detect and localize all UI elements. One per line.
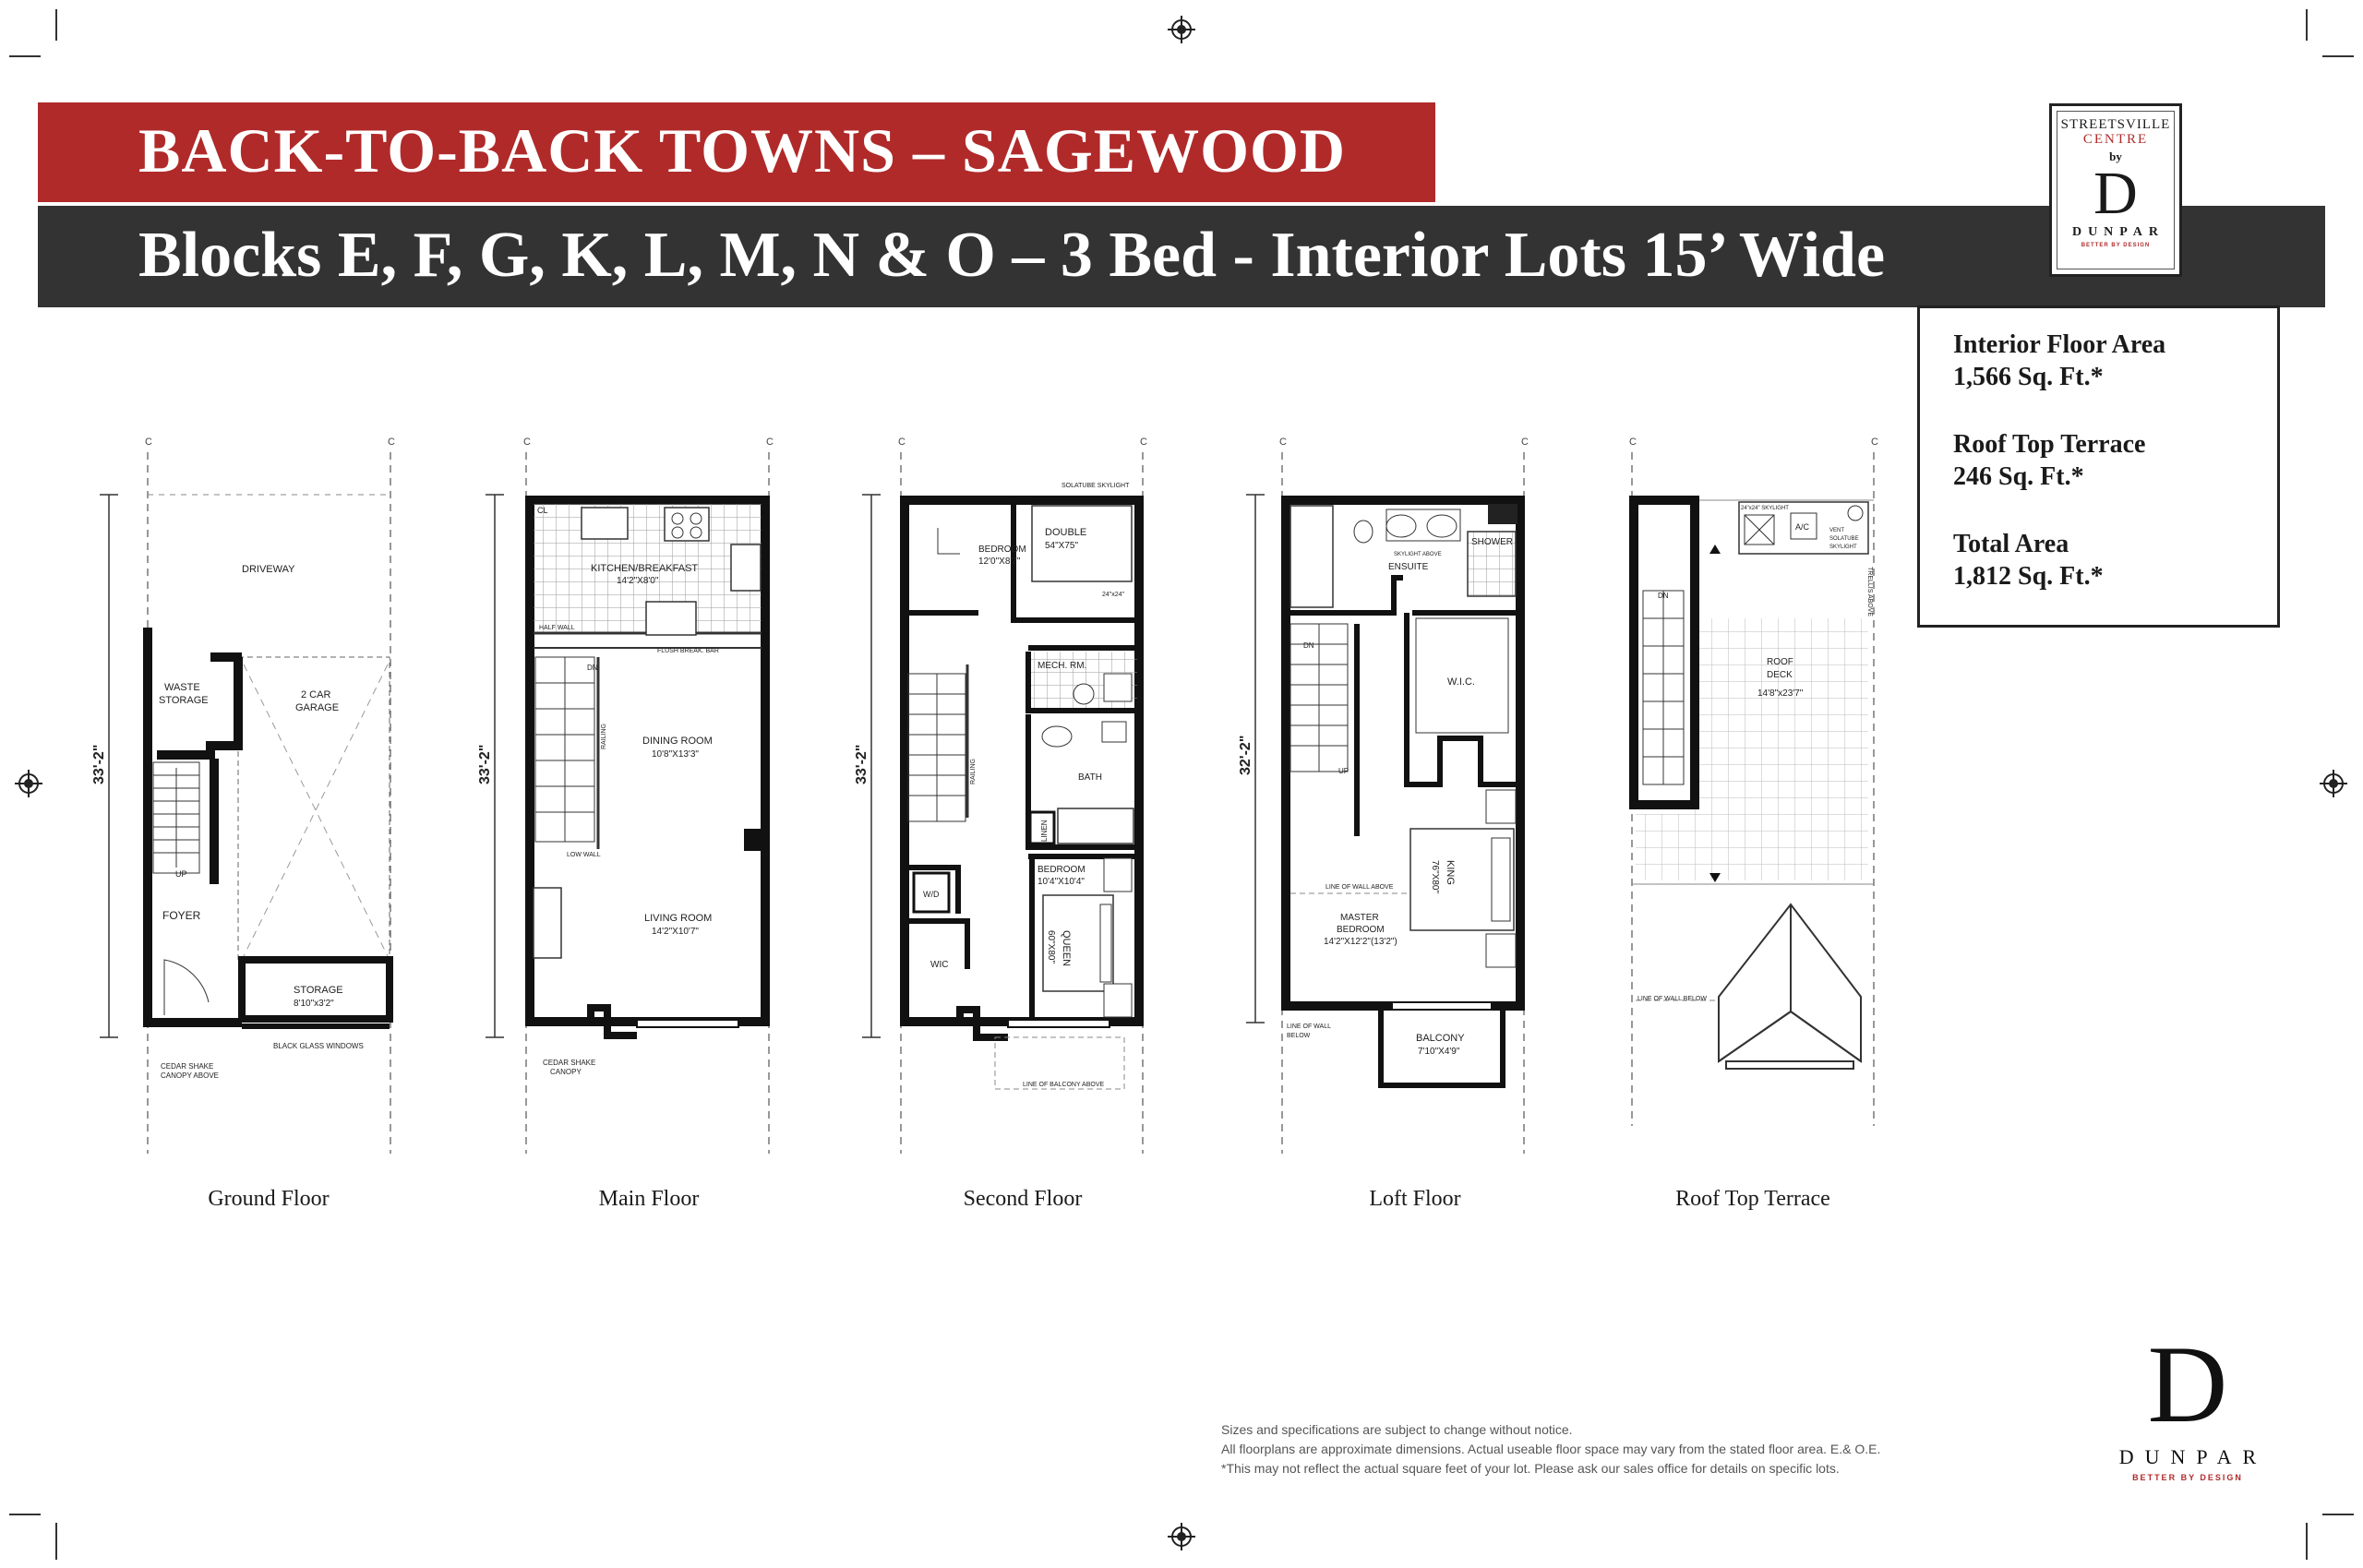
main-floor-plan [477, 437, 774, 1154]
wall-below-label: LINE OF WALL [1287, 1023, 1331, 1030]
floor-label-second: Second Floor [963, 1187, 1083, 1211]
master-bedroom-label: BEDROOM [1337, 925, 1385, 935]
disclaimer-line: Sizes and specifications are subject to change without notice. [1221, 1422, 1573, 1437]
area-value: 1,566 Sq. Ft.* [1953, 363, 2104, 391]
balcony-dimension: 7'10"X4'9" [1418, 1047, 1460, 1057]
svg-text:C: C [388, 437, 395, 448]
floor-label-roof: Roof Top Terrace [1675, 1187, 1830, 1211]
second-floor-plan [854, 437, 1147, 1154]
svg-text:C: C [1279, 437, 1287, 448]
area-label: Roof Top Terrace [1953, 430, 2146, 459]
mech-room-label: MECH. RM. [1038, 661, 1087, 671]
garage-label: GARAGE [295, 702, 340, 713]
second-depth-dimension: 33'-2" [854, 744, 870, 784]
floor-label-main: Main Floor [598, 1187, 700, 1211]
logo-brand: DUNPAR [2118, 1445, 2268, 1468]
wd-label: W/D [923, 890, 940, 899]
skylight-label: SOLATUBE SKYLIGHT [1062, 483, 1130, 489]
wic-label: W.I.C. [1447, 676, 1475, 688]
canopy-label: CEDAR SHAKE [543, 1059, 596, 1067]
linen-label: LINEN [1040, 820, 1049, 842]
badge-line3: by [2109, 150, 2122, 163]
ensuite-label: ENSUITE [1388, 562, 1429, 572]
garage-label: 2 CAR [301, 689, 331, 700]
roof-deck-label: DECK [1767, 670, 1793, 680]
svg-text:C: C [523, 437, 531, 448]
loft-floor-plan [1238, 437, 1529, 1154]
master-bedroom-label: MASTER [1340, 913, 1379, 923]
roof-terrace-plan [1629, 437, 1878, 1126]
skylight-label: SKYLIGHT ABOVE [1394, 552, 1442, 557]
queen-bed-dimension: 60"X80" [1046, 930, 1056, 964]
kitchen-label: KITCHEN/BREAKFAST [591, 563, 699, 574]
logo-mark: D [2147, 1323, 2228, 1445]
balcony-line-label: LINE OF BALCONY ABOVE [1023, 1082, 1105, 1088]
badge-line2: CENTRE [2082, 132, 2149, 147]
badge-mark: D [2093, 160, 2138, 227]
badge-line1: STREETSVILLE [2060, 117, 2171, 132]
canopy-label: CEDAR SHAKE [161, 1062, 214, 1071]
solatube-label: SKYLIGHT [1829, 545, 1857, 550]
wic-label: WIC [930, 960, 949, 970]
living-label: LIVING ROOM [644, 913, 713, 924]
king-bed-dimension: 76"X80" [1430, 860, 1440, 894]
shower-label: SHOWER [1471, 537, 1513, 547]
area-value: 1,812 Sq. Ft.* [1953, 562, 2104, 591]
logo-tagline: BETTER BY DESIGN [2132, 1473, 2243, 1482]
canopy-label: CANOPY ABOVE [161, 1071, 219, 1080]
floor-label-ground: Ground Floor [208, 1187, 330, 1211]
foyer-label: FOYER [162, 909, 201, 922]
svg-text:C: C [766, 437, 774, 448]
waste-storage-label: WASTE [164, 682, 200, 693]
flush-bar-label: FLUSH BREAK. BAR [657, 648, 719, 654]
railing-label: RAILING [601, 723, 607, 749]
svg-text:C: C [1871, 437, 1878, 448]
svg-text:C: C [1629, 437, 1637, 448]
floor-label-loft: Loft Floor [1369, 1187, 1461, 1211]
area-value: 246 Sq. Ft.* [1953, 462, 2084, 491]
storage-dimension: 8'10"x3'2" [294, 999, 334, 1009]
living-dimension: 14'2"X10'7" [652, 927, 699, 937]
svg-text:C: C [1521, 437, 1529, 448]
double-bed-label: DOUBLE [1045, 527, 1087, 538]
area-label: Total Area [1953, 530, 2069, 558]
dunpar-logo [2095, 1323, 2280, 1482]
up-label: UP [175, 869, 187, 879]
page-title: BACK-TO-BACK TOWNS – SAGEWOOD [138, 115, 1347, 186]
railing-label: RAILING [970, 758, 977, 784]
driveway-label: DRIVEWAY [242, 564, 295, 575]
disclaimer-line: *This may not reflect the actual square feet of your lot. Please ask our sales office for details on specific lots. [1221, 1461, 1840, 1476]
ac-label: A/C [1795, 522, 1810, 532]
loft-depth-dimension: 32'-2" [1238, 735, 1253, 775]
kitchen-dimension: 14'2"X8'0" [617, 576, 659, 586]
badge-brand: DUNPAR [2071, 225, 2165, 239]
balcony-label: BALCONY [1416, 1033, 1465, 1044]
wall-below-label: BELOW [1287, 1033, 1311, 1039]
nightstand-label: 24"x24" [1102, 592, 1125, 598]
disclaimer-line: All floorplans are approximate dimensions. Actual useable floor space may vary from the stated floor area. E.& O.E. [1221, 1442, 1881, 1456]
solatube-label: VENT [1829, 528, 1845, 533]
half-wall-label: HALF WALL [539, 625, 575, 631]
svg-text:C: C [898, 437, 906, 448]
trellis-label: TRELLIS ABOVE [1866, 567, 1873, 617]
king-bed-label: KING [1445, 860, 1456, 885]
bedroom-label: BEDROOM [978, 545, 1026, 555]
bedroom2-label: BEDROOM [1038, 865, 1086, 875]
solatube-label: SOLATUBE [1829, 536, 1859, 542]
svg-text:C: C [1140, 437, 1147, 448]
bedroom2-dimension: 10'4"X10'4" [1038, 877, 1085, 887]
double-bed-dimension: 54"X75" [1045, 541, 1079, 551]
dn-label: DN [1658, 592, 1669, 600]
bedroom-dimension: 12'0"X8'7" [978, 557, 1021, 567]
windows-label: BLACK GLASS WINDOWS [273, 1042, 364, 1050]
ground-floor-plan [91, 437, 395, 1154]
dn-label: DN [1303, 641, 1314, 650]
svg-text:C: C [145, 437, 152, 448]
ground-depth-dimension: 33'-2" [91, 744, 107, 784]
low-wall-label: LOW WALL [567, 852, 601, 858]
main-depth-dimension: 33'-2" [477, 744, 493, 784]
canopy-label: CANOPY [550, 1068, 582, 1076]
dining-dimension: 10'8"X13'3" [652, 749, 699, 760]
up-label: UP [1338, 767, 1349, 775]
waste-storage-label: STORAGE [159, 695, 209, 706]
cl-label: CL [537, 506, 548, 515]
skylight-label: 24"x24" SKYLIGHT [1741, 506, 1789, 511]
roof-deck-dimension: 14'8"x23'7" [1757, 688, 1804, 699]
badge-tagline: BETTER BY DESIGN [2081, 243, 2151, 248]
dn-label: DN [587, 664, 598, 672]
bath-label: BATH [1078, 772, 1102, 783]
wall-below-label: LINE OF WALL BELOW [1637, 996, 1707, 1002]
dining-label: DINING ROOM [642, 736, 713, 747]
queen-bed-label: QUEEN [1061, 930, 1072, 967]
master-bedroom-dimension: 14'2"X12'2"(13'2") [1324, 937, 1397, 947]
area-label: Interior Floor Area [1953, 330, 2166, 359]
page-subtitle: Blocks E, F, G, K, L, M, N & O – 3 Bed - Interior Lots 15’ Wide [138, 220, 1886, 291]
roof-deck-label: ROOF [1767, 657, 1793, 667]
storage-label: STORAGE [294, 985, 343, 996]
disclaimer [1221, 1420, 1880, 1478]
wall-above-label: LINE OF WALL ABOVE [1325, 884, 1394, 891]
